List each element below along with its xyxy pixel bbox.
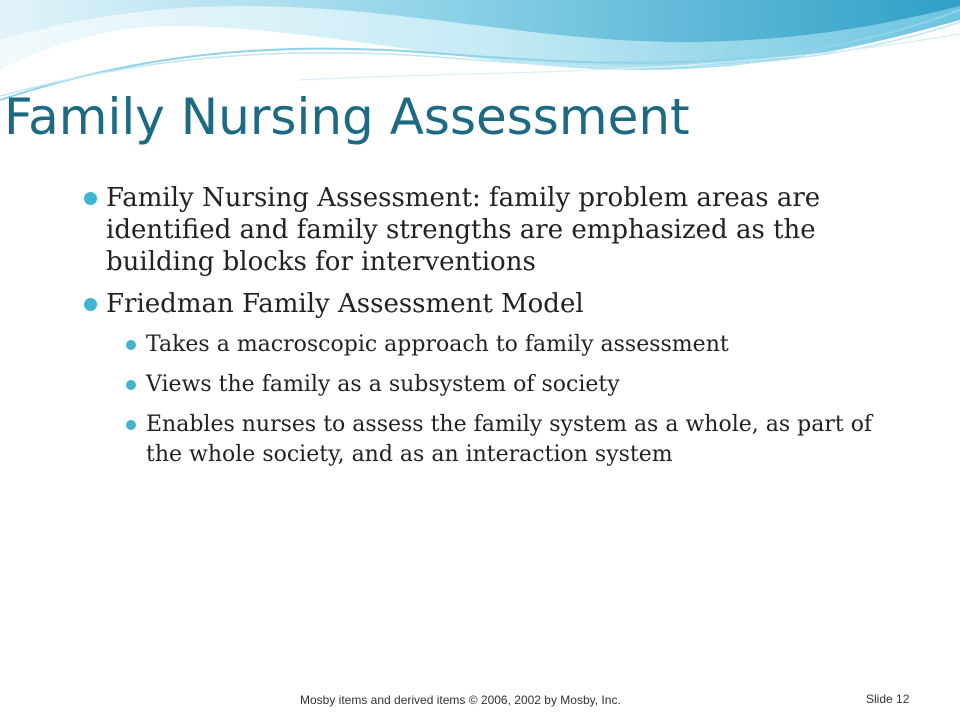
sub-bullet-item-3 (124, 410, 914, 470)
bullet-text: Family Nursing Assessment: family problem areas are identified and family strengths are emphasized as the building blocks for interventions (106, 183, 821, 277)
slide-number: Slide 12 (866, 692, 910, 706)
sub-bullet-text: Enables nurses to assess the family system as a whole, as part of the whole society, and as an interaction system (146, 412, 873, 467)
bullet-item-2 (84, 288, 914, 320)
bullet-item-1 (84, 182, 914, 278)
sub-bullet-item-1 (124, 330, 914, 360)
slide-title: Family Nursing Assessment (4, 88, 690, 146)
copyright-footer: Mosby items and derived items © 2006, 2002 by Mosby, Inc. (300, 693, 621, 707)
bullet-dot-icon (84, 192, 97, 205)
slide-content (84, 182, 914, 480)
bullet-text: Friedman Family Assessment Model (106, 289, 584, 319)
sub-bullet-dot-icon (126, 340, 136, 350)
sub-bullet-text: Views the family as a subsystem of society (146, 372, 620, 397)
bullet-dot-icon (84, 298, 97, 311)
sub-bullet-text: Takes a macroscopic approach to family assessment (146, 332, 729, 357)
sub-bullet-dot-icon (126, 420, 136, 430)
sub-bullet-dot-icon (126, 380, 136, 390)
sub-bullet-item-2 (124, 370, 914, 400)
